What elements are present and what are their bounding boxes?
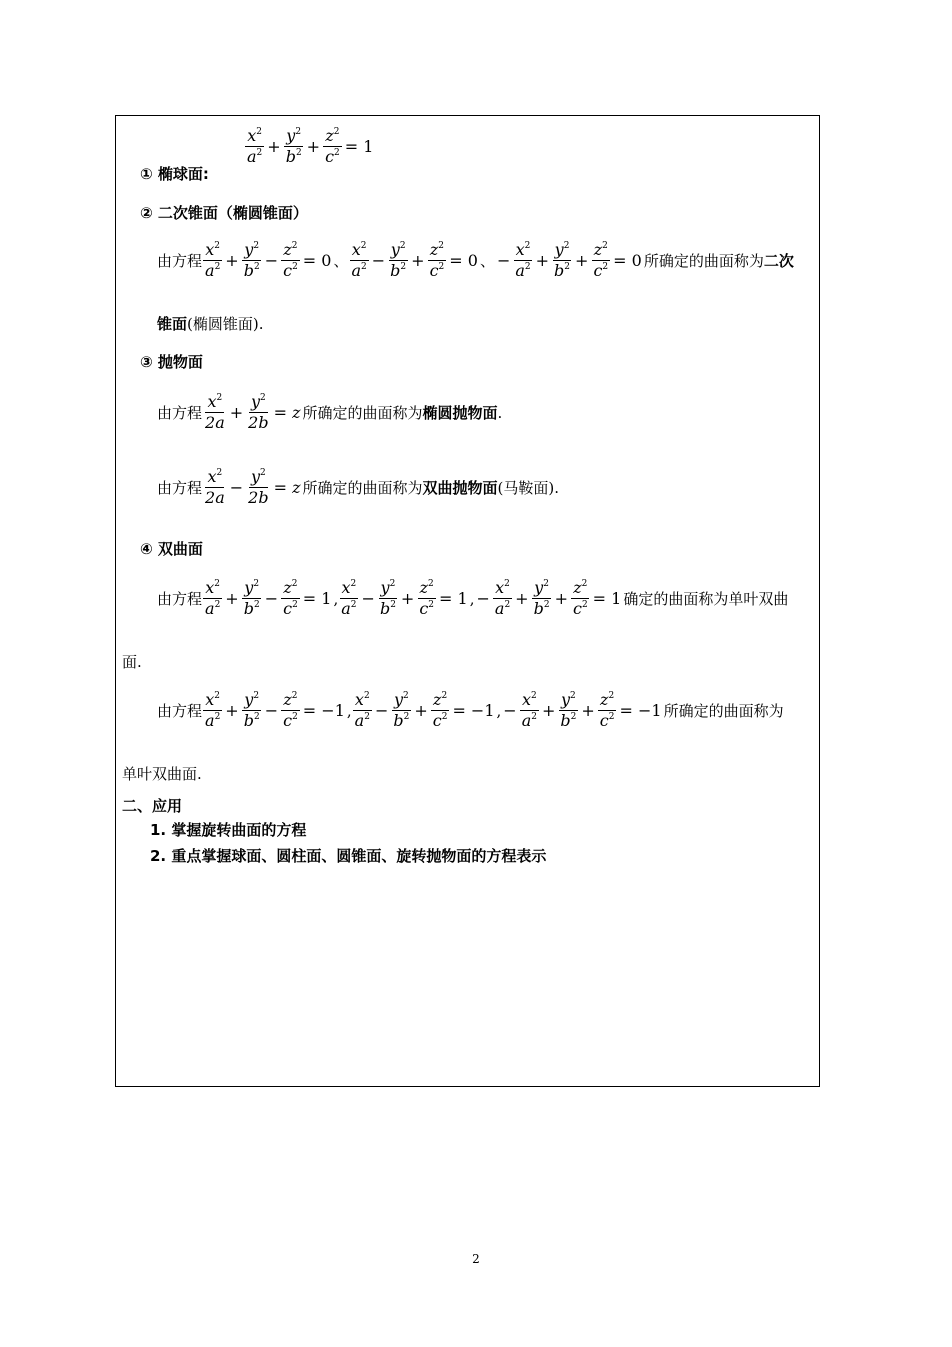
prefix-text: 由方程 (157, 479, 203, 497)
hyper1-tail: 面. (122, 653, 142, 671)
cone-term: 二次 (763, 252, 794, 270)
cone-text: 所确定的曲面称为 (643, 252, 764, 270)
ellipsoid-label: ① 椭球面: (140, 165, 209, 183)
hyper2-text: 所确定的曲面称为 (663, 702, 784, 720)
application-item-1: 1. 掌握旋转曲面的方程 (150, 821, 307, 839)
ellipsoid-equation: $\frac{x^2}{a^2}$ + $\frac{y^2}{b^2}$ + $\frac{z^2}{c^2}$ = 1 (247, 126, 374, 166)
cone-continuation (157, 313, 264, 334)
application-item-2: 2. 重点掌握球面、圆柱面、圆锥面、旋转抛物面的方程表示 (150, 847, 547, 865)
prefix-text: 由方程 (157, 702, 203, 720)
hyperbolic-paraboloid-term: 双曲抛物面 (422, 479, 498, 497)
hyper1-text: 确定的曲面称为单叶双曲 (623, 590, 789, 608)
prefix-text: 由方程 (157, 252, 203, 270)
sep: , (496, 701, 502, 720)
cone-heading: ② 二次锥面（椭圆锥面） (140, 204, 308, 222)
hyperboloid-heading: ④ 双曲面 (140, 540, 203, 558)
hyper2-tail: 单叶双曲面. (122, 765, 202, 783)
hyperboloid-one-sheet-line: 由方程 $\frac{x^2}{a^2}$ + $\frac{y^2}{b^2}$ − $\frac{z^2}{c^2}$ = 1 , $\frac{x^2}{a^2}$ − $\frac{y^2}{b^2}$ + $\frac{z^2}{c^2}$ = 1 , − $\frac{x^2}{a^2}$ + $\frac{y^2}{b^2}$ + $\frac{z^2}{c^2}$ = 1 确定的曲面称为单叶双曲 (157, 578, 789, 618)
paraboloid-heading: ③ 抛物面 (140, 353, 203, 371)
prefix-text: 由方程 (157, 404, 203, 422)
parab2-tail: (马鞍面). (497, 479, 560, 497)
parab1-text: 所确定的曲面称为 (302, 404, 423, 422)
prefix-text: 由方程 (157, 590, 203, 608)
sep: 、 (479, 252, 495, 270)
hyperbolic-paraboloid-line: 由方程 $\frac{x^2}{2a}$ − $\frac{y^2}{2b}$ = z 所确定的曲面称为 双曲抛物面 (马鞍面). (157, 467, 560, 507)
period: . (497, 403, 503, 422)
sep: , (346, 701, 352, 720)
elliptic-paraboloid-term: 椭圆抛物面 (422, 404, 498, 422)
cone-tail: (椭圆锥面). (187, 315, 264, 333)
elliptic-paraboloid-line: 由方程 $\frac{x^2}{2a}$ + $\frac{y^2}{2b}$ = z 所确定的曲面称为 椭圆抛物面 . (157, 392, 503, 432)
parab2-text: 所确定的曲面称为 (302, 479, 423, 497)
cone-term-2: 锥面 (157, 315, 188, 333)
sep: , (333, 589, 339, 608)
cone-equations: 由方程 $\frac{x^2}{a^2}$ + $\frac{y^2}{b^2}$ − $\frac{z^2}{c^2}$ = 0 、 $\frac{x^2}{a^2}$ − $\frac{y^2}{b^2}$ + $\frac{z^2}{c^2}$ = 0 、 − $\frac{x^2}{a^2}$ + $\frac{y^2}{b^2}$ + $\frac{z^2}{c^2}$ = 0 所确定的曲面称为 二次 (157, 240, 794, 280)
application-heading: 二、应用 (122, 797, 183, 815)
hyperboloid-two-sheet-line: 由方程 $\frac{x^2}{a^2}$ + $\frac{y^2}{b^2}$ − $\frac{z^2}{c^2}$ = −1 , $\frac{x^2}{a^2}$ − $\frac{y^2}{b^2}$ + $\frac{z^2}{c^2}$ = −1 , − $\frac{x^2}{a^2}$ + $\frac{y^2}{b^2}$ + $\frac{z^2}{c^2}$ = −1 所确定的曲面称为 (157, 690, 784, 730)
sep: 、 (333, 252, 349, 270)
page-number: 2 (472, 1252, 480, 1266)
sep: , (469, 589, 475, 608)
